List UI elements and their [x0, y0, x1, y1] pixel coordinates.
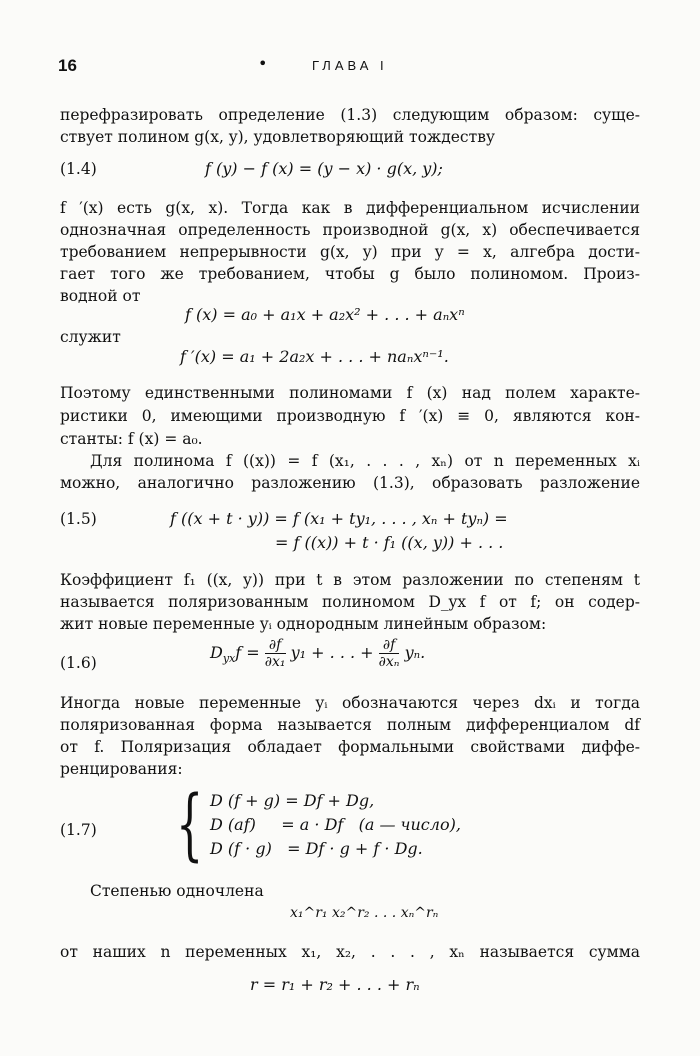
- text-line: от наших n переменных x₁, x₂, . . . , xₙ называется сумма: [60, 943, 640, 961]
- text-line: ристики 0, имеющими производную f ′(x) ≡ 0, являются кон-: [60, 407, 640, 425]
- partial-fraction-n: $\frac{\partial f}{\text{∂xₙ}}$: [378, 637, 400, 670]
- text-line: можно, аналогично разложению (1.3), образовать разложение: [60, 474, 640, 492]
- text-line: Для полинома f ((x)) = f (x₁, . . . , xₙ) от n переменных xᵢ: [90, 452, 640, 470]
- equation-1-6: [210, 638, 425, 669]
- equation-derivative: f ′(x) = a₁ + 2a₂x + . . . + naₙxⁿ⁻¹.: [180, 347, 449, 366]
- term-yn: yₙ.: [404, 643, 426, 662]
- text-line: требованием непрерывности g(x, y) при y = x, алгебра дости-: [60, 243, 640, 261]
- curly-brace: {: [176, 780, 204, 870]
- page-number: 16: [58, 56, 77, 75]
- chapter-heading: ГЛАВА I: [312, 58, 388, 73]
- equation-monomial: x₁^r₁ x₂^r₂ . . . xₙ^rₙ: [290, 905, 439, 921]
- ornament-mark: •: [258, 54, 268, 73]
- operator-subscript: yx: [222, 652, 236, 666]
- equation-1-7-line1: D (f + g) = Df + Dg,: [210, 791, 375, 810]
- text-line: f ′(x) есть g(x, x). Тогда как в дифференциальном исчислении: [60, 199, 640, 217]
- equation-label: (1.5): [60, 510, 97, 528]
- text-line: Коэффициент f₁ ((x, y)) при t в этом разложении по степеням t: [60, 571, 640, 589]
- equation-1-5-line2: = f ((x)) + t · f₁ ((x, y)) + . . .: [275, 533, 504, 552]
- text-line: ствует полином g(x, y), удовлетворяющий тождеству: [60, 128, 496, 146]
- text-line: однозначная определенность производной g(x, x) обеспечивается: [60, 221, 640, 239]
- text-line: гает того же требованием, чтобы g было полиномом. Произ-: [60, 265, 640, 283]
- text-line: служит: [60, 328, 121, 346]
- equation-1-5-line1: f ((x + t · y)) = f (x₁ + ty₁, . . . , xₙ + tyₙ) =: [170, 509, 508, 528]
- equation-1-7-line3: D (f · g) = Df · g + f · Dg.: [210, 839, 423, 858]
- text-line: ренцирования:: [60, 760, 183, 778]
- text-line: от f. Поляризация обладает формальными свойствами диффе-: [60, 738, 640, 756]
- equation-degree-sum: r = r₁ + r₂ + . . . + rₙ: [250, 975, 420, 994]
- equation-label: (1.7): [60, 821, 97, 839]
- equation-polynomial: f (x) = a₀ + a₁x + a₂x² + . . . + aₙxⁿ: [185, 305, 465, 324]
- text-line: называется поляризованным полиномом D_yx f от f; он содер-: [60, 593, 640, 611]
- operator-d: D: [210, 643, 223, 662]
- term-y1: y₁ + . . . +: [290, 643, 374, 662]
- text-line: водной от: [60, 287, 141, 305]
- text-line: станты: f (x) = a₀.: [60, 430, 203, 448]
- equation-label: (1.4): [60, 160, 97, 178]
- text-line: Иногда новые переменные yᵢ обозначаются через dxᵢ и тогда: [60, 694, 640, 712]
- text-line: поляризованная форма называется полным дифференциалом df: [60, 716, 640, 734]
- equation-1-7-line2: D (af) = a · Df (a — число),: [210, 815, 461, 834]
- text-line: жит новые переменные yᵢ однородным линейным образом:: [60, 615, 547, 633]
- equation-1-4: f (y) − f (x) = (y − x) · g(x, y);: [205, 159, 443, 178]
- text-line: Степенью одночлена: [90, 882, 264, 900]
- equation-label: (1.6): [60, 654, 97, 672]
- text-line: Поэтому единственными полиномами f (x) над полем характе-: [60, 384, 640, 402]
- partial-fraction-1: $\frac{\partial f}{\text{∂x₁}}$: [264, 637, 286, 670]
- text-line: перефразировать определение (1.3) следующим образом: суще-: [60, 106, 640, 124]
- function-f: f =: [235, 643, 260, 662]
